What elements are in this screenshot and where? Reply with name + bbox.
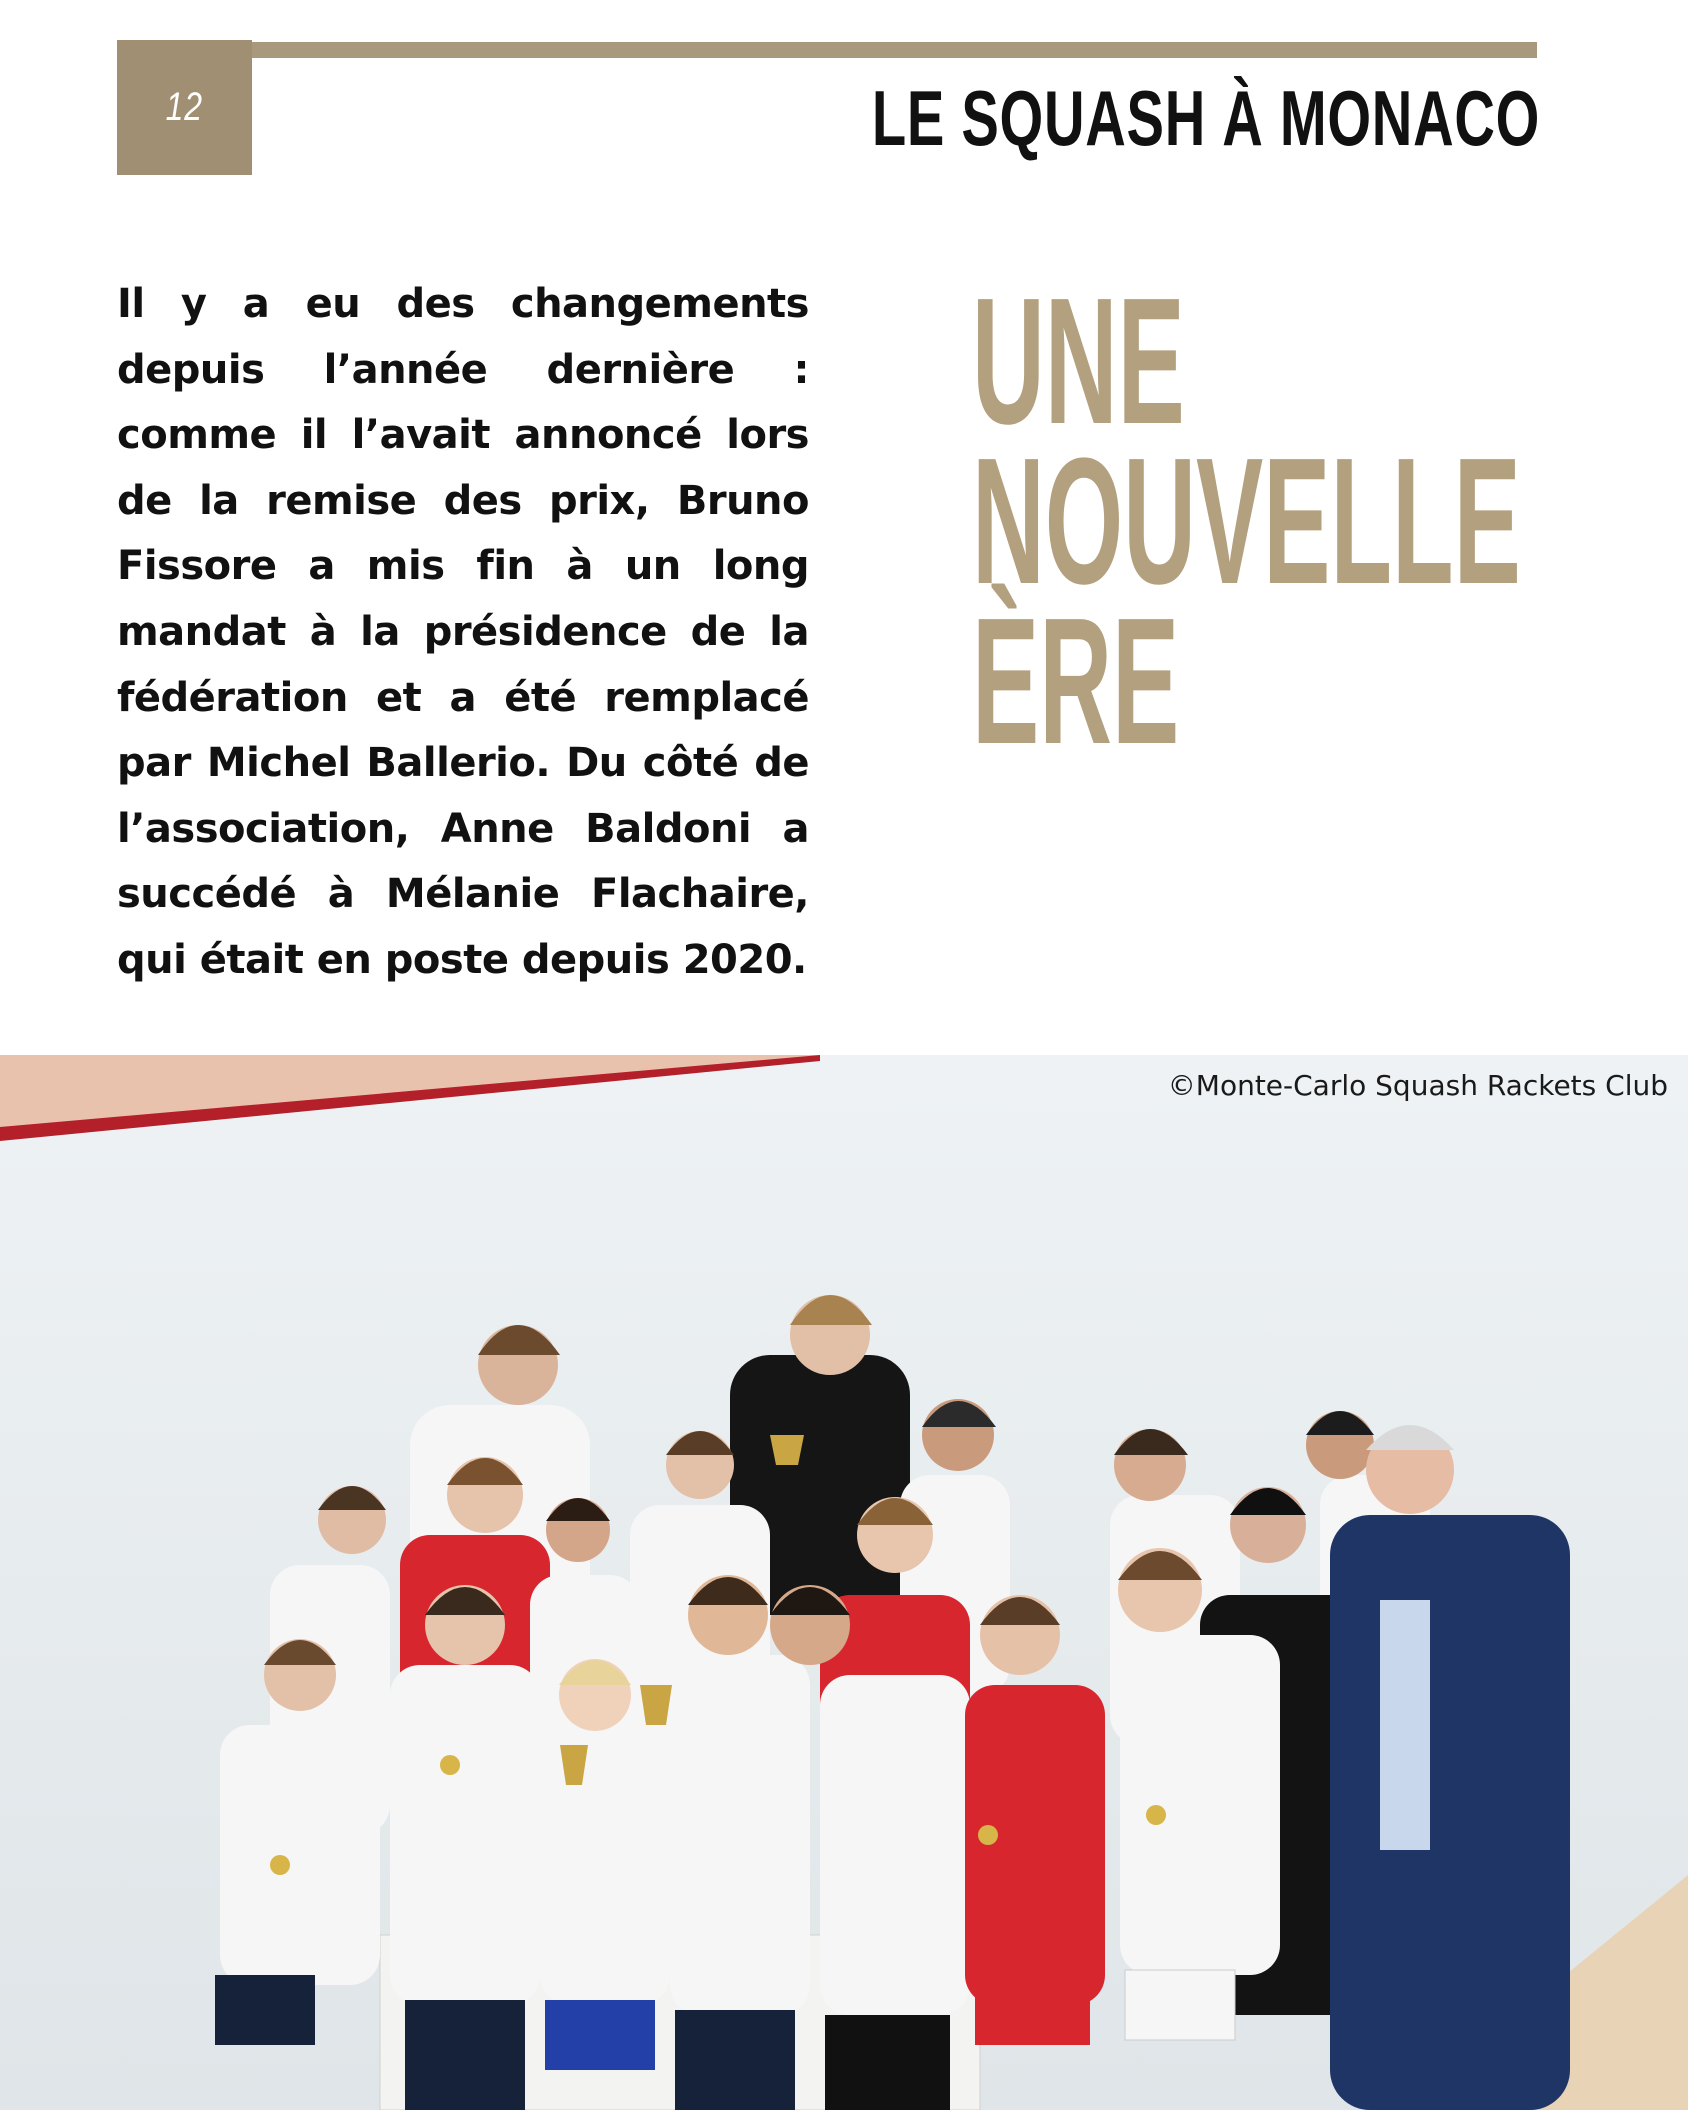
article-body: Il y a eu des changements depuis l’année dernière : comme il l’avait annoncé lors de la remise des prix, Bruno Fissore a mis fin à un long mandat à la présidence de la fédération et a été remplacé par Michel Ballerio. Du côté de l’association, Anne Baldoni a succédé à Mélanie Flachaire, qui était en poste depuis 2020. bbox=[117, 281, 809, 983]
headline-line-3: ÈRE bbox=[972, 581, 1180, 782]
page-number-box bbox=[117, 40, 252, 175]
headline-line-1: UNE bbox=[972, 261, 1185, 462]
article-headline bbox=[972, 261, 1521, 782]
photo-credit: ©Monte-Carlo Squash Rackets Club bbox=[1167, 1069, 1668, 1102]
section-title: LE SQUASH À MONACO bbox=[871, 74, 1540, 162]
headline-line-2: NOUVELLE bbox=[972, 421, 1521, 622]
header-rule bbox=[250, 42, 1537, 58]
team-photo bbox=[0, 1055, 1688, 2110]
page-number: 12 bbox=[165, 85, 204, 129]
team-photo-illustration bbox=[0, 1055, 1688, 2110]
